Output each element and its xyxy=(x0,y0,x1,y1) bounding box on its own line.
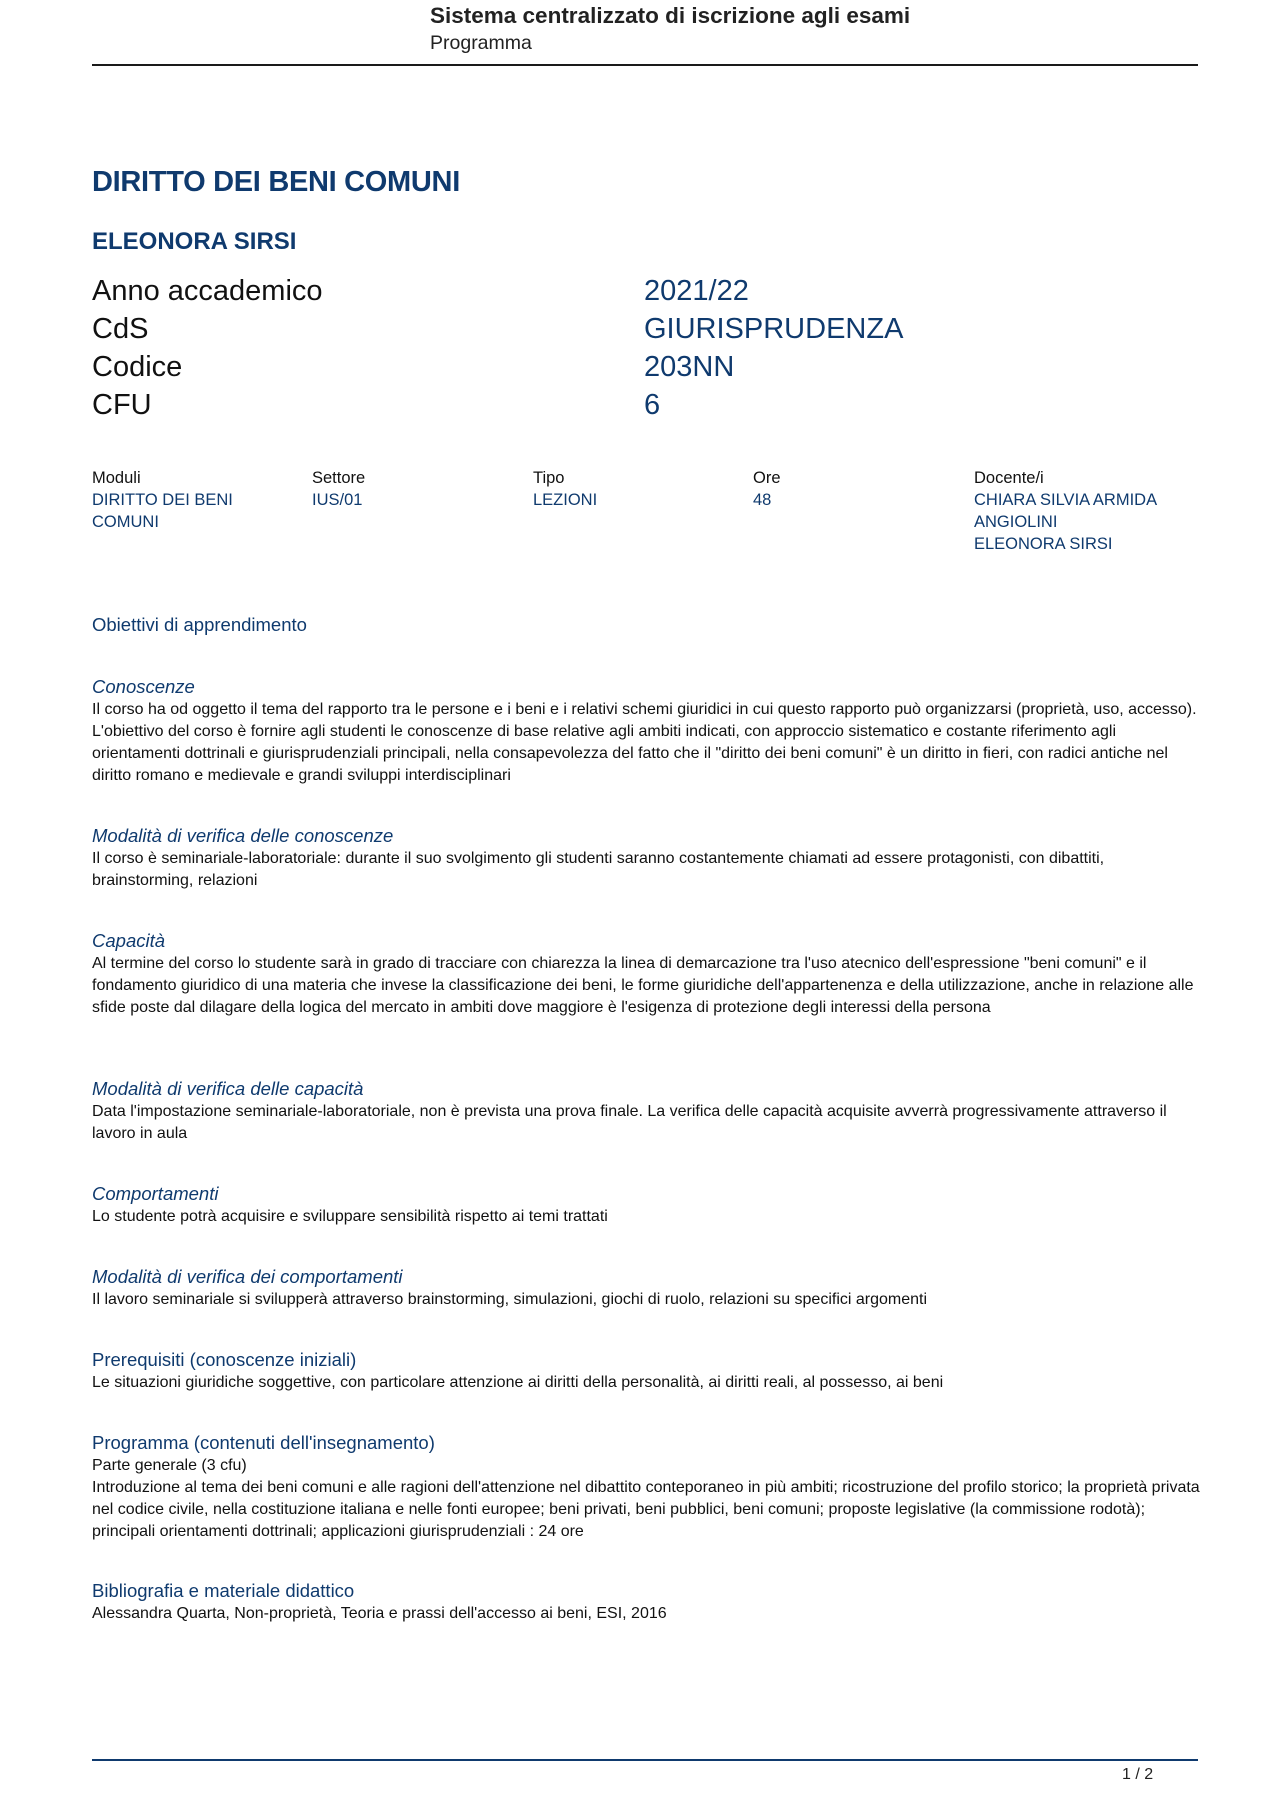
skills-text: Al termine del corso lo studente sarà in grado di tracciare con chiarezza la linea di demarcazione tra l'uso atecnico dell'espressione "beni comuni" e il fondamento giuridico di una materia che invese la classificazione dei beni, le forme giuridiche dell'appartenenza e della utilizzazione, anche in relazione alle sfide poste dal dilagare della logica del mercato in ambiti dove maggiore è l'esigenza di protezione degli interessi della persona xyxy=(92,955,1194,1016)
module-teachers xyxy=(974,489,1200,555)
header-subtitle: Programma xyxy=(430,32,532,54)
teacher-name: ELEONORA SIRSI xyxy=(974,535,1113,553)
skills-heading: Capacità xyxy=(92,930,166,951)
behaviour-assessment-text: Il lavoro seminariale si svilupperà attraverso brainstorming, simulazioni, giochi di ruolo, relazioni su specifici argomenti xyxy=(92,1291,928,1308)
course-title: DIRITTO DEI BENI COMUNI xyxy=(92,166,460,198)
info-value: GIURISPRUDENZA xyxy=(644,313,904,345)
bibliography-heading: Bibliografia e materiale didattico xyxy=(92,1580,355,1601)
column-header: Docente/i xyxy=(974,469,1044,487)
modules-table xyxy=(92,467,1202,555)
info-label: CdS xyxy=(92,313,149,345)
skills-assessment-text: Data l'impostazione seminariale-laboratoriale, non è prevista una prova finale. La verifica delle capacità acquisite avverrà progressivamente attraverso il lavoro in aula xyxy=(92,1103,1167,1142)
knowledge-heading: Conoscenze xyxy=(92,676,195,697)
module-sector: IUS/01 xyxy=(312,491,363,509)
info-label: CFU xyxy=(92,389,152,421)
info-value: 203NN xyxy=(644,351,735,383)
modules-header-row xyxy=(92,467,1202,489)
course-info xyxy=(92,275,1092,427)
page-footer-rule xyxy=(92,1759,1198,1761)
behaviour-heading: Comportamenti xyxy=(92,1183,219,1204)
page-number: 1 / 2 xyxy=(1122,1766,1154,1783)
info-label: Codice xyxy=(92,351,183,383)
header-title: Sistema centralizzato di iscrizione agli esami xyxy=(430,3,911,28)
bibliography-text: Alessandra Quarta, Non-proprietà, Teoria e prassi dell'accesso ai beni, ESI, 2016 xyxy=(92,1605,667,1622)
module-name: DIRITTO DEI BENI COMUNI xyxy=(92,491,233,531)
knowledge-text: Il corso ha od oggetto il tema del rapporto tra le persone e i beni e i relativi schemi giuridici in cui questo rapporto può organizzarsi (proprietà, uso, accesso). L'obiettivo del corso è fornire agli studenti le conoscenze di base relative agli ambiti indicati, con approccio sistematico e costante riferimento agli orientamenti dottrinali e giurisprudenziali principali, nella consapevolezza del fatto che il "diritto dei beni comuni" è un diritto in fieri, con radici antiche nel diritto romano e medievale e grandi sviluppi interdisciplinari xyxy=(92,701,1197,784)
column-header: Settore xyxy=(312,469,366,487)
info-value: 2021/22 xyxy=(644,275,749,307)
table-row xyxy=(92,489,1202,555)
skills-assessment-heading: Modalità di verifica delle capacità xyxy=(92,1078,364,1099)
knowledge-assessment-heading: Modalità di verifica delle conoscenze xyxy=(92,825,394,846)
info-row-codice xyxy=(92,351,1092,389)
teacher-name: CHIARA SILVIA ARMIDA ANGIOLINI xyxy=(974,491,1157,531)
syllabus-part: Parte generale (3 cfu) xyxy=(92,1457,247,1474)
column-header: Moduli xyxy=(92,469,141,487)
info-row-anno xyxy=(92,275,1092,313)
module-hours: 48 xyxy=(753,491,772,509)
prerequisites-text: Le situazioni giuridiche soggettive, con particolare attenzione ai diritti della personalità, ai diritti reali, al possesso, ai beni xyxy=(92,1374,944,1391)
knowledge-assessment-text: Il corso è seminariale-laboratoriale: durante il suo svolgimento gli studenti saranno costantemente chiamati ad essere protagonisti, con dibattiti, brainstorming, relazioni xyxy=(92,850,1105,889)
behaviour-text: Lo studente potrà acquisire e sviluppare sensibilità rispetto ai temi trattati xyxy=(92,1208,608,1225)
info-row-cds xyxy=(92,313,1092,351)
prerequisites-heading: Prerequisiti (conoscenze iniziali) xyxy=(92,1349,357,1370)
page-header xyxy=(92,0,1198,66)
info-row-cfu xyxy=(92,389,1092,427)
module-type: LEZIONI xyxy=(533,491,598,509)
column-header: Ore xyxy=(753,469,781,487)
behaviour-assessment-heading: Modalità di verifica dei comportamenti xyxy=(92,1266,403,1287)
objectives-heading: Obiettivi di apprendimento xyxy=(92,614,307,635)
syllabus-text: Introduzione al tema dei beni comuni e alle ragioni dell'attenzione nel dibattito conteporaneo in più ambiti; ricostruzione del profilo storico; la proprietà privata nel codice civile, nella costituzione italiana e nelle fonti europee; beni privati, beni pubblici, beni comuni; proposte legislative (la commissione rodotà); principali orientamenti dottrinali; applicazioni giurisprudenziali : 24 ore xyxy=(92,1479,1200,1540)
course-teacher: ELEONORA SIRSI xyxy=(92,228,297,255)
info-value: 6 xyxy=(644,389,661,421)
column-header: Tipo xyxy=(533,469,565,487)
info-label: Anno accademico xyxy=(92,275,323,307)
syllabus-heading: Programma (contenuti dell'insegnamento) xyxy=(92,1432,435,1453)
